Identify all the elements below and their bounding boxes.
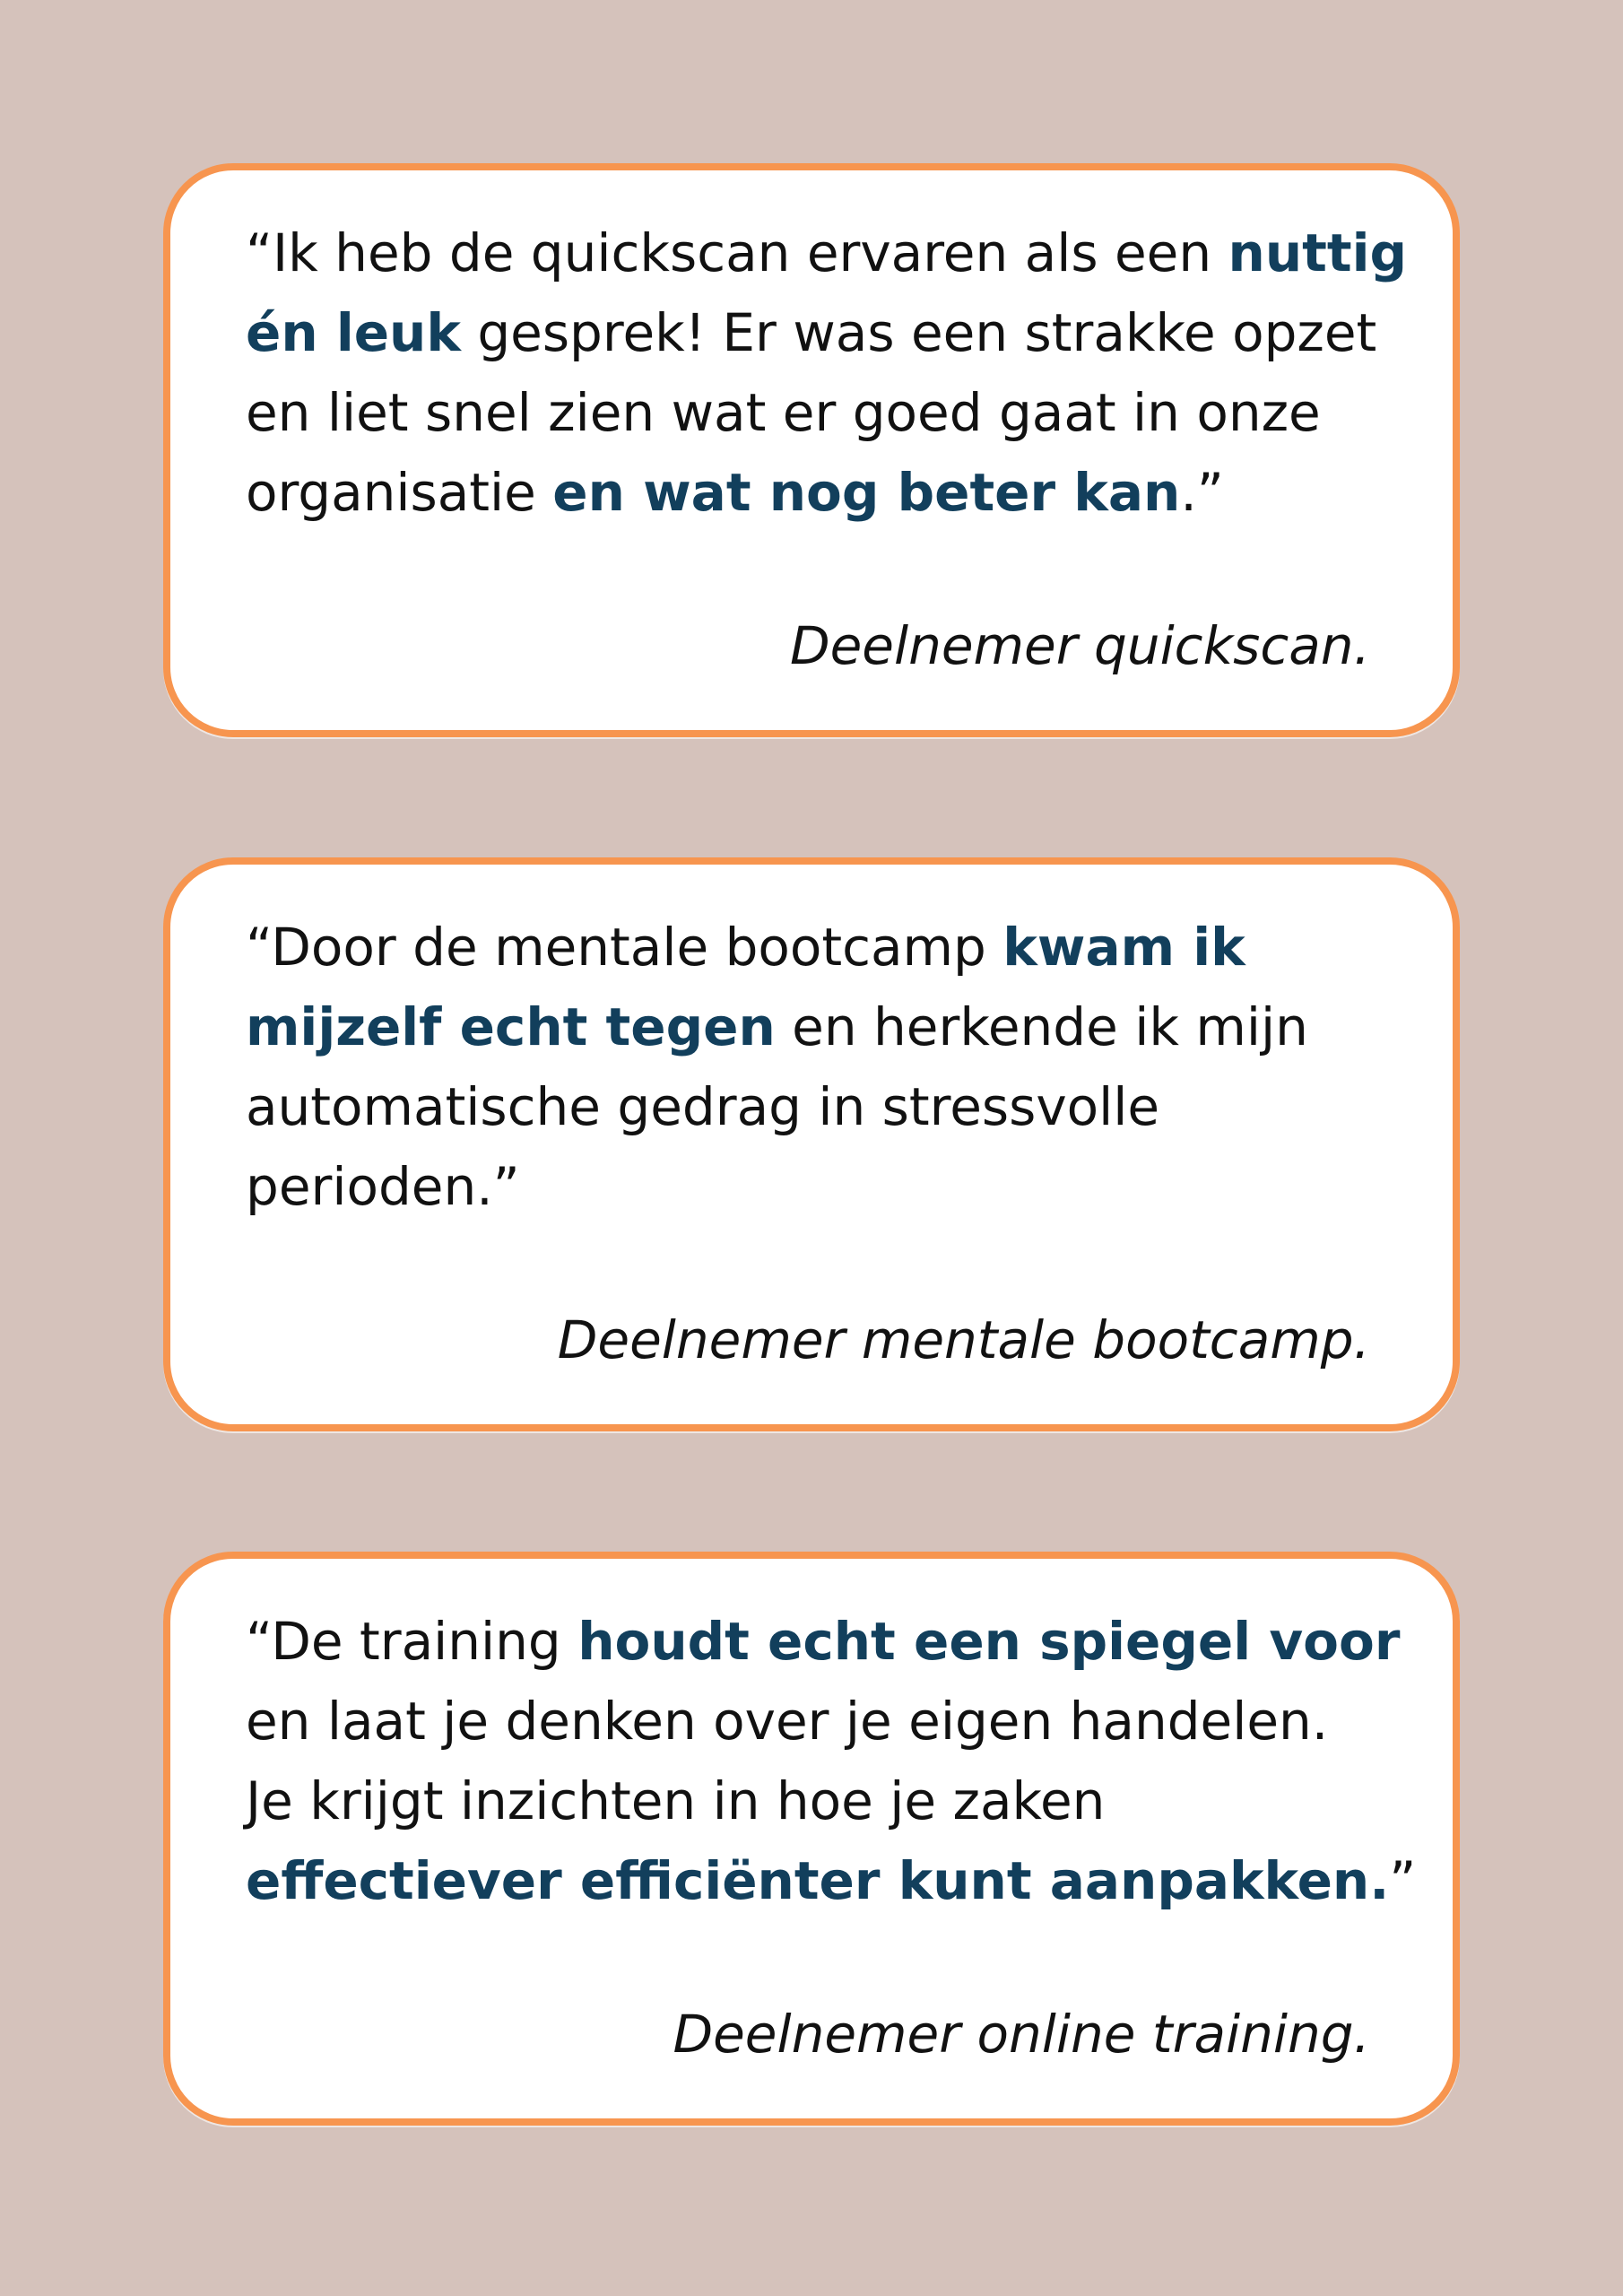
quote-highlight: effectiever efficiënter kunt aanpakken. xyxy=(246,1850,1390,1911)
quote-text: organisatie xyxy=(246,462,553,523)
quote-text: .” xyxy=(1180,462,1224,523)
quote-highlight: nuttig xyxy=(1228,222,1407,283)
testimonial-attribution: Deelnemer online training. xyxy=(673,2004,1370,2065)
quote-text: perioden.” xyxy=(246,1156,520,1217)
quote-highlight: houdt echt een spiegel voor xyxy=(577,1611,1401,1672)
quote-text: ” xyxy=(1389,1850,1417,1911)
testimonial-attribution: Deelnemer mentale bootcamp. xyxy=(557,1309,1370,1370)
testimonial-quote xyxy=(246,1602,1438,1921)
quote-text: “De training xyxy=(246,1611,578,1672)
testimonial-card-online-training xyxy=(163,1552,1460,2126)
quote-text: en liet snel zien wat er goed gaat in onze xyxy=(246,382,1321,443)
quote-highlight: kwam ik xyxy=(1002,917,1245,978)
quote-text: gesprek! Er was een strakke opzet xyxy=(460,302,1377,363)
quote-text: Je krijgt inzichten in hoe je zaken xyxy=(246,1770,1106,1831)
quote-text: “Door de mentale bootcamp xyxy=(246,917,1003,978)
quote-highlight: én leuk xyxy=(246,302,461,363)
testimonial-card-quickscan xyxy=(163,163,1460,737)
testimonial-card-mentale-bootcamp xyxy=(163,857,1460,1431)
quote-text: en laat je denken over je eigen handelen. xyxy=(246,1691,1329,1752)
testimonial-quote xyxy=(246,213,1438,533)
testimonial-quote xyxy=(246,908,1438,1227)
quote-highlight: en wat nog beter kan xyxy=(552,462,1181,523)
quote-highlight: mijzelf echt tegen xyxy=(246,996,776,1057)
testimonial-attribution: Deelnemer quickscan. xyxy=(789,615,1370,676)
quote-text: en herkende ik mijn xyxy=(775,996,1308,1057)
quote-text: “Ik heb de quickscan ervaren als een xyxy=(246,222,1228,283)
quote-text: automatische gedrag in stressvolle xyxy=(246,1076,1160,1137)
